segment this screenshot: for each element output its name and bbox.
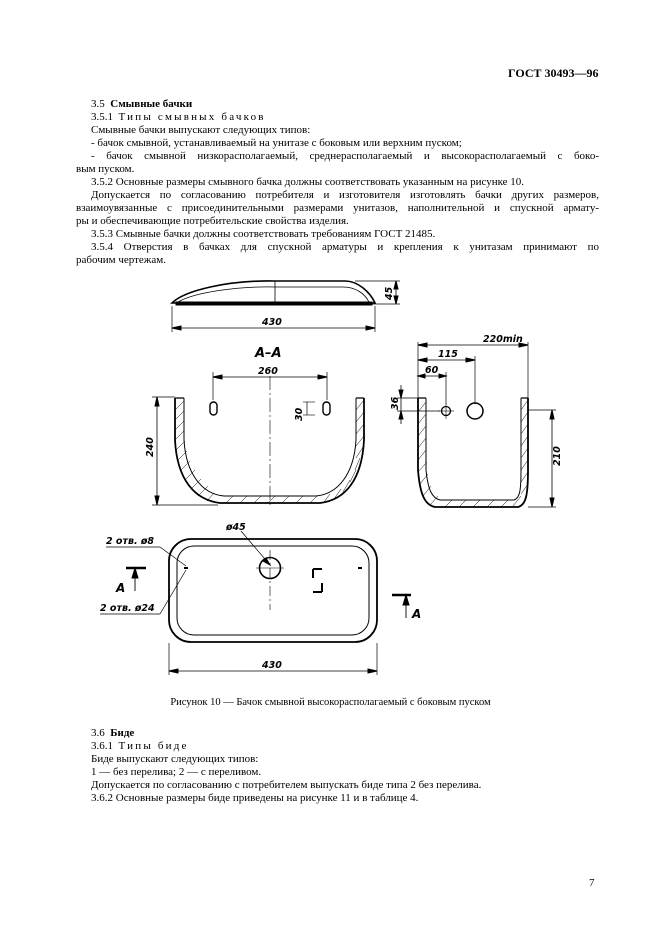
dim-220min: 220min	[483, 334, 523, 345]
section-title: Смывные бачки	[110, 98, 193, 110]
paragraph-line: - бачок смывной низкорасполагаемый, среднерасполагаемый и высокорасполагаемый с боко-	[91, 150, 599, 162]
paragraph-line: 3.5.2 Основные размеры смывного бачка должны соответствовать указанным на рисунке 10.	[91, 176, 525, 188]
dim-phi45: ø45	[226, 522, 246, 533]
subsection-heading-3-6-1	[91, 740, 189, 754]
side-section-view	[418, 398, 528, 507]
dim-36: 36	[390, 396, 401, 410]
subsection-number: 3.6.1	[91, 740, 113, 752]
dim-30: 30	[294, 407, 305, 421]
paragraph-line: 3.6.2 Основные размеры биде приведены на рисунке 11 и в таблице 4.	[91, 792, 419, 804]
paragraph-line: вым пуском.	[76, 163, 135, 175]
paragraph-line: 3.5.3 Смывные бачки должны соответствовать требованиям ГОСТ 21485.	[91, 228, 436, 240]
subsection-number: 3.5.1	[91, 111, 113, 123]
paragraph-line: 3.5.4 Отверстия в бачках для спускной арматуры и крепления к унитазам принимают по	[91, 241, 599, 253]
paragraph-line: взаимоувязанные с присоединительными размерами унитазов, наполнительной и спускной армату-	[76, 202, 599, 214]
section-number: 3.5	[91, 98, 105, 110]
paragraph-line: Допускается по согласованию с потребителем выпускать биде типа 2 без перелива.	[91, 779, 482, 791]
section-title: Биде	[110, 727, 135, 739]
paragraph-line: Допускается по согласованию потребителя и изготовителя изготовлять бачки других размеров,	[91, 189, 599, 201]
lid-side-view	[172, 281, 375, 305]
paragraph-line: Биде выпускают следующих типов:	[91, 753, 259, 765]
dim-115: 115	[438, 349, 458, 360]
dim-60: 60	[425, 365, 439, 376]
dim-240: 240	[145, 437, 156, 457]
dim-45: 45	[384, 286, 395, 300]
paragraph-line: рабочим чертежам.	[76, 254, 166, 266]
subsection-title: Типы биде	[118, 740, 189, 752]
section-marker-right: А	[412, 607, 422, 621]
paragraph-line: ры и обеспечивающие потребительские свойства изделия.	[76, 215, 349, 227]
section-number: 3.6	[91, 727, 105, 739]
page-number: 7	[589, 877, 595, 889]
dim-holes-8: 2 отв. ø8	[106, 536, 155, 547]
figure-caption: Рисунок 10 — Бачок смывной высокорасполагаемый с боковым пуском	[170, 697, 491, 708]
subsection-title: Типы смывных бачков	[118, 111, 266, 123]
dim-holes-24: 2 отв. ø24	[100, 603, 155, 614]
standard-number: ГОСТ 30493—96	[508, 66, 599, 80]
section-label: А–А	[255, 346, 282, 361]
section-heading-3-6	[91, 727, 134, 741]
dim-260: 260	[258, 366, 278, 377]
dim-430-top: 430	[262, 317, 282, 328]
section-marker-left: А	[116, 581, 126, 595]
paragraph-line: Смывные бачки выпускают следующих типов:	[91, 124, 311, 136]
dim-210: 210	[552, 446, 563, 466]
paragraph-line: 1 — без перелива; 2 — с переливом.	[91, 766, 262, 778]
dim-430-bottom: 430	[262, 660, 282, 671]
section-a-a-view	[175, 376, 364, 505]
paragraph-line: - бачок смывной, устанавливаемый на унитазе с боковым или верхним пуском;	[91, 137, 462, 149]
plan-view	[169, 539, 377, 642]
